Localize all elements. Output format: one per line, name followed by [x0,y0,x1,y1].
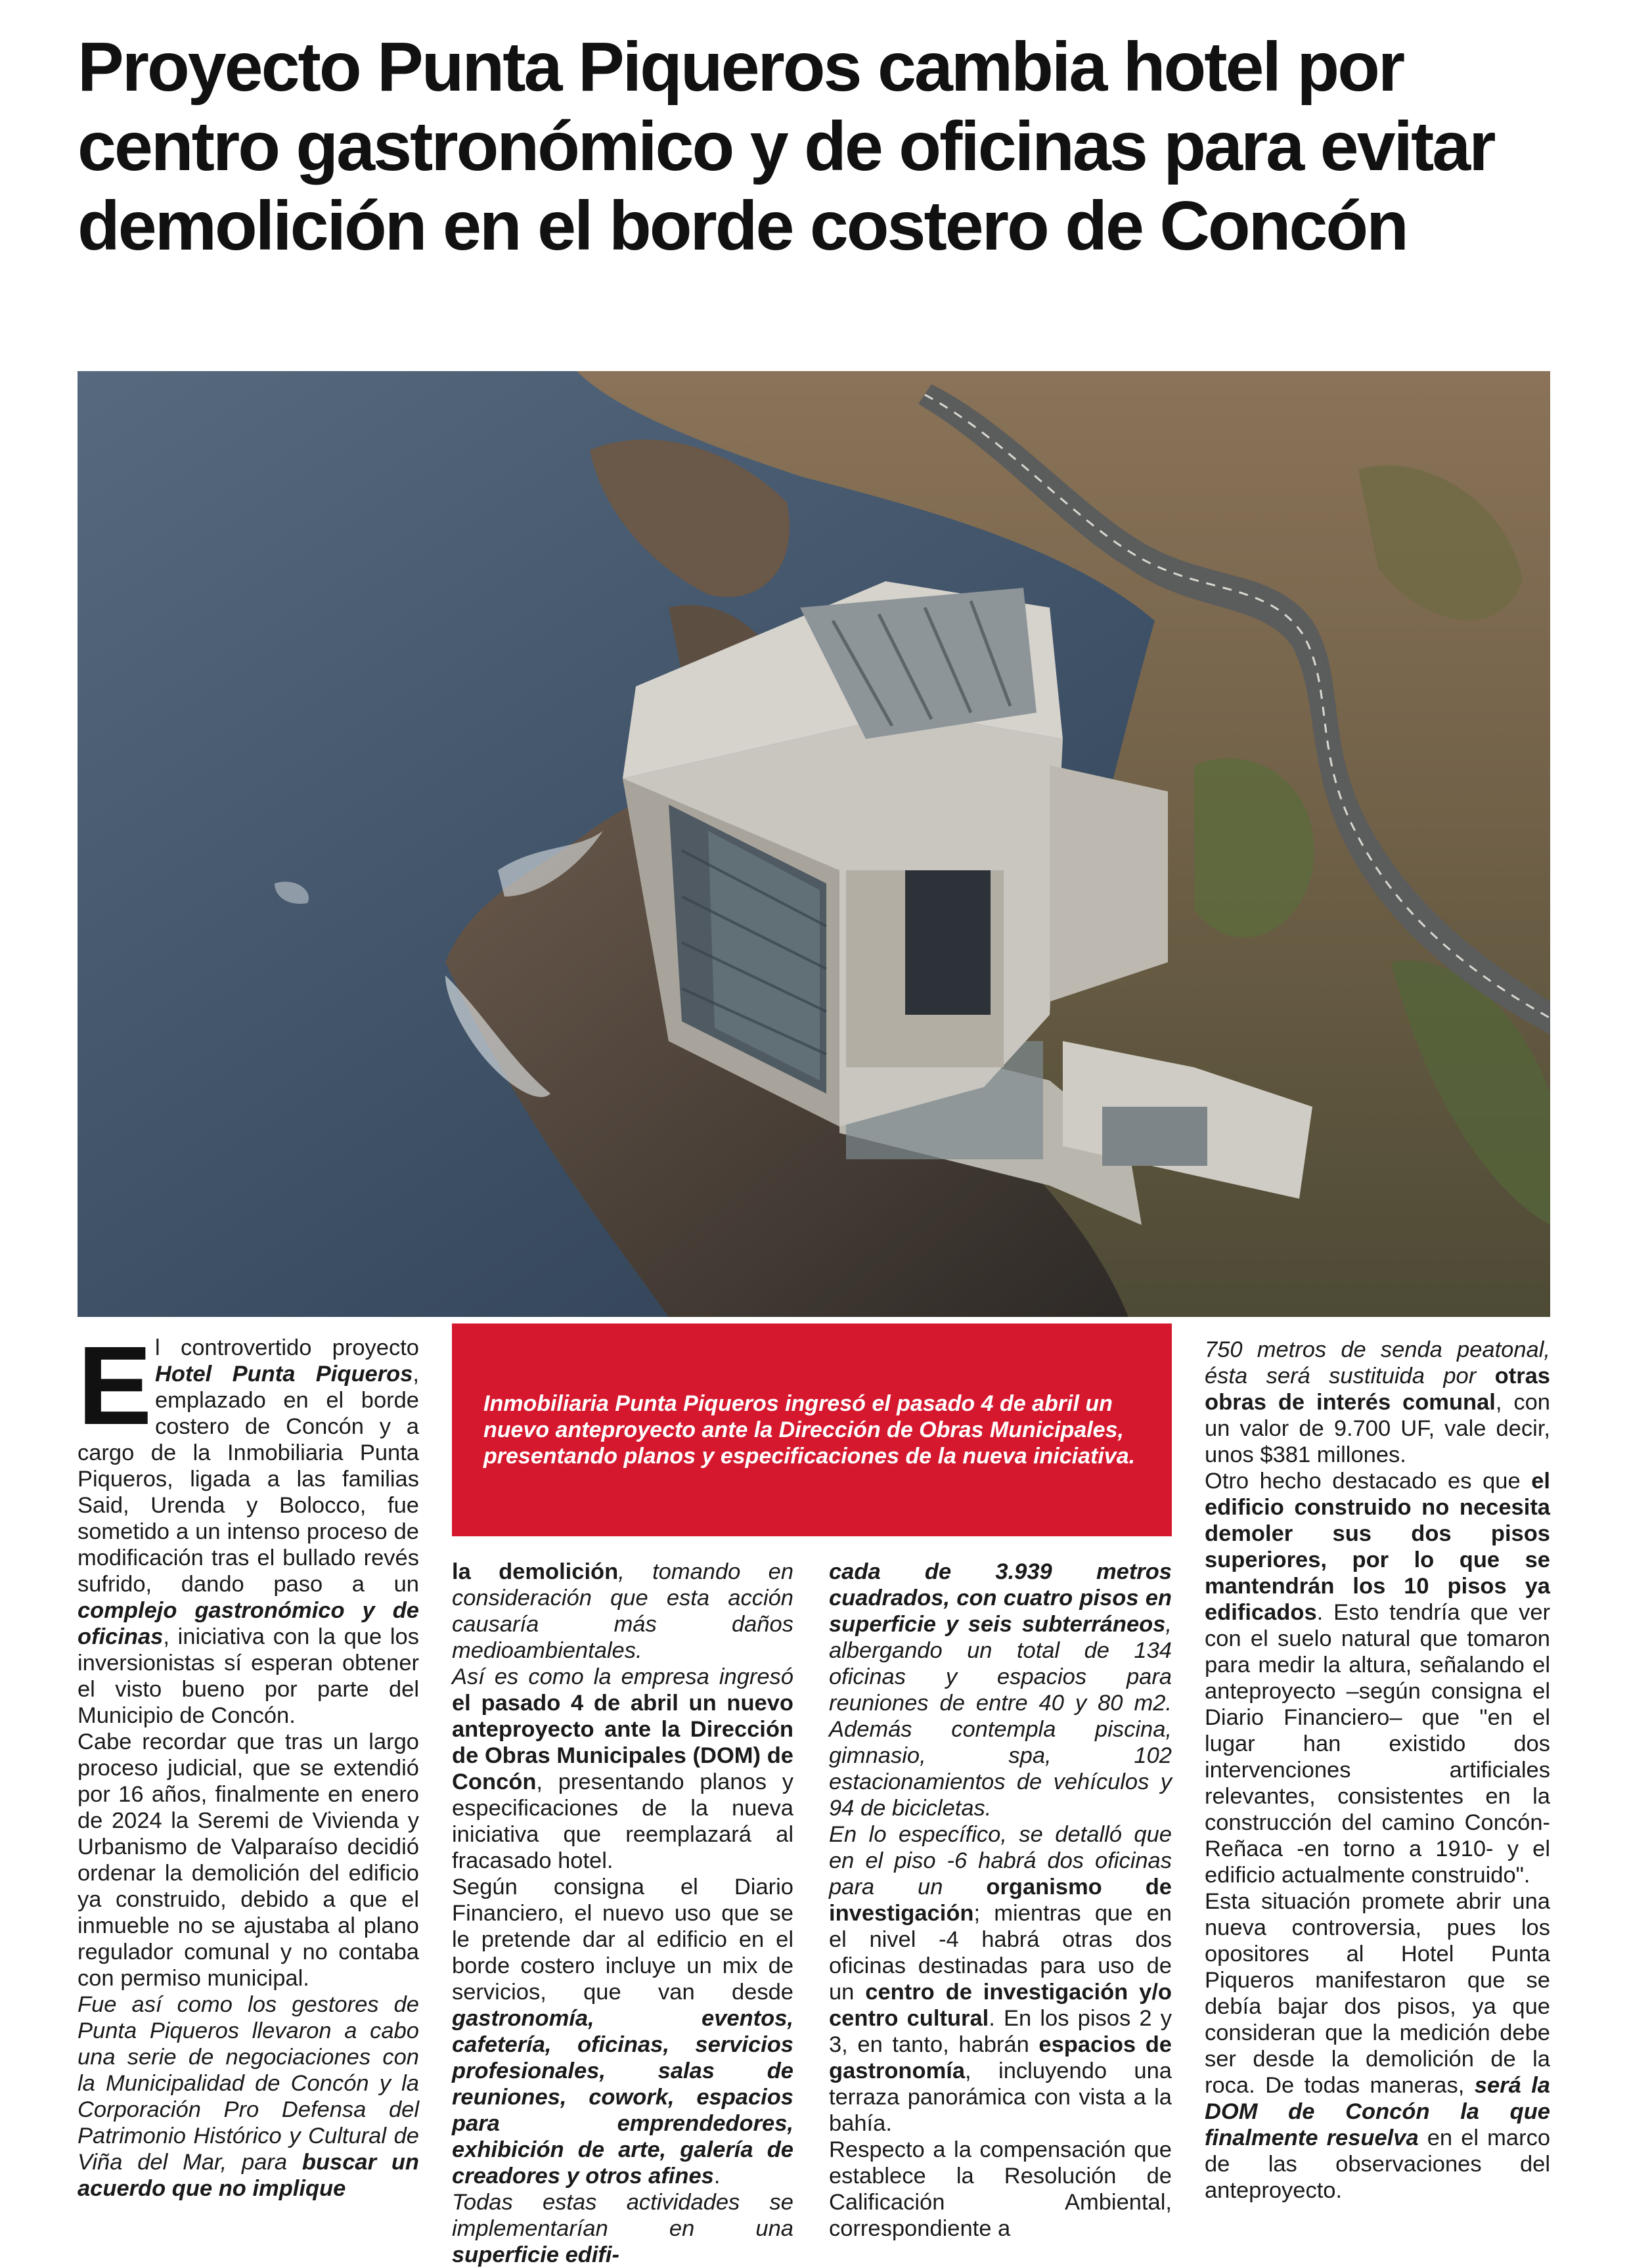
col4-paragraph-1: 750 metros de senda peatonal, ésta será sustituida por otras obras de interés comunal, con un valor de 9.700 UF, vale decir, unos $381 millones. [1205,1337,1550,1467]
col1-paragraph-1: l controvertido proyecto Hotel Punta Piqueros, emplazado en el borde costero de Concón y a cargo de la Inmobiliaria Punta Piqueros, ligada a las familias Said, Urenda y Bolocco, fue sometido a un intenso proceso de modificación tras el bullado revés sufrido, dando paso a un complejo gastronómico y de oficinas, iniciativa con la que los inversionistas sí esperan obtener el visto bueno por parte del Municipio de Concón. [78,1335,419,1728]
col4-paragraph-2: Otro hecho destacado es que el edificio construido no necesita demoler sus dos pisos superiores, por lo que se mantendrán los 10 pisos ya edificados. Esto tendría que ver con el suelo natural que tomaron para medir la altura, señalando el anteproyecto –según consigna el Diario Financiero– que "en el lugar han existido dos intervenciones artificiales relevantes, consistentes en la construcción del camino Concón-Reñaca -en torno a 1910- y el edificio actualmente construido". [1205,1469,1550,1888]
dropcap: E [78,1323,152,1448]
column-3 [829,1559,1172,2242]
col3-paragraph-3: Respecto a la compensación que establece la Resolución de Calificación Ambiental, correspondiente a [829,2137,1172,2241]
column-2 [452,1559,793,2268]
pullquote-box [452,1323,1172,1536]
col3-paragraph-1: cada de 3.939 metros cuadrados, con cuatro pisos en superficie y seis subterráneos, albergando un total de 134 oficinas y espacios para reuniones de entre 40 y 80 m2. Además contempla piscina, gimnasio, spa, 102 estacionamientos de vehículos y 94 de bicicletas. [829,1559,1172,1821]
col2-paragraph-4: Todas estas actividades se implementarían en una superficie edifi- [452,2190,793,2267]
aerial-photo [78,371,1550,1317]
column-4 [1205,1337,1550,2204]
col2-paragraph-2: Así es como la empresa ingresó el pasado 4 de abril un nuevo anteproyecto ante la Dirección de Obras Municipales (DOM) de Concón, presentando planos y especificaciones de la nueva iniciativa que reemplazará al fracasado hotel. [452,1664,793,1873]
col3-paragraph-2: En lo específico, se detalló que en el piso -6 habrá dos oficinas para un organismo de investigación; mientras que en el nivel -4 habrá otras dos oficinas destinadas para uso de un centro de investigación y/o centro cultural. En los pisos 2 y 3, en tanto, habrán espacios de gastronomía, incluyendo una terraza panorámica con vista a la bahía. [829,1822,1172,2136]
col2-paragraph-1: la demolición, tomando en consideración que esta acción causaría más daños medioambientales. [452,1559,794,1663]
col4-paragraph-3: Esta situación promete abrir una nueva controversia, pues los opositores al Hotel Punta Piqueros manifestaron que se debía bajar dos pisos, ya que consideran que la medición debe ser desde la demolición de la roca. De todas maneras, será la DOM de Concón la que finalmente resuelva en el marco de las observaciones del anteproyecto. [1205,1889,1551,2203]
col1-paragraph-2: Cabe recordar que tras un largo proceso judicial, que se extendió por 16 años, finalmente en enero de 2024 la Seremi de Vivienda y Urbanismo de Valparaíso decidió ordenar la demolición del edificio ya construido, debido a que el inmueble no se ajustaba al plano regulador comunal y no contaba con permiso municipal. [78,1729,419,1991]
col2-paragraph-3: Según consigna el Diario Financiero, el nuevo uso que se le pretende dar al edificio en el borde costero incluye un mix de servicios, que van desde gastronomía, eventos, cafetería, oficinas, servicios profesionales, salas de reuniones, cowork, espacios para emprendedores, exhibición de arte, galería de creadores y otros afines. [452,1875,793,2189]
building-coast-illustration [78,371,1550,1317]
column-1 [78,1323,419,2202]
pullquote: Inmobiliaria Punta Piqueros ingresó el pasado 4 de abril un nuevo anteproyecto ante la Dirección de Obras Municipales, presentando planos y especificaciones de la nueva iniciativa. [483,1391,1136,1469]
col1-paragraph-3: Fue así como los gestores de Punta Piqueros llevaron a cabo una serie de negociaciones con la Municipalidad de Concón y la Corporación Pro Defensa del Patrimonio Histórico y Cultural de Viña del Mar, para buscar un acuerdo que no implique [78,1992,419,2201]
headline: Proyecto Punta Piqueros cambia hotel por centro gastronómico y de oficinas para evitar demolición en el borde costero de Concón [78,28,1494,265]
